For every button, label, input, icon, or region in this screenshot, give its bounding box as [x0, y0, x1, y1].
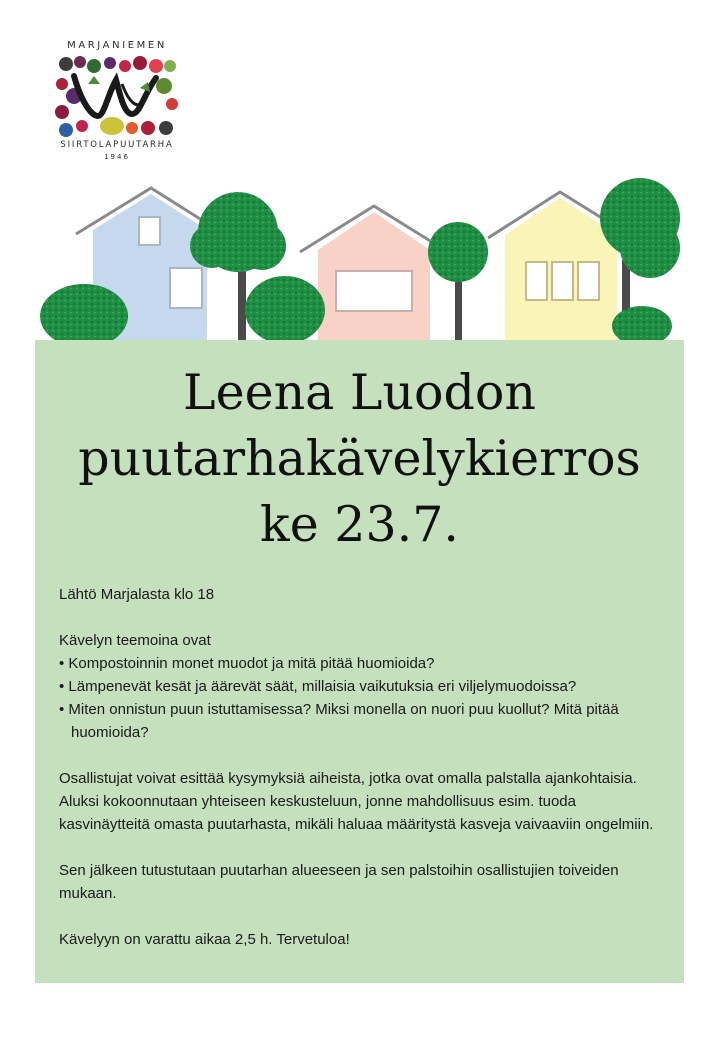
bush-icon [40, 284, 128, 345]
topics-heading: Kävelyn teemoina ovat [59, 632, 211, 649]
closing-text: Kävelyyn on varattu aikaa 2,5 h. Tervetuloa! [59, 931, 350, 948]
title-line-3: ke 23.7. [260, 496, 459, 553]
logo-year: 1946 [104, 153, 130, 161]
topics-list [59, 652, 669, 744]
tour-paragraph: Sen jälkeen tutustutaan puutarhan alueeseen ja sen palstoihin osallistujien toiveiden mukaan. [59, 862, 619, 902]
content-panel [35, 340, 684, 983]
start-info: Lähtö Marjalasta klo 18 [59, 586, 215, 603]
list-item: • Lämpenevät kesät ja äärevät säät, millaisia vaikutuksia eri viljelymuodoissa? [59, 675, 669, 698]
intro-paragraph: Osallistujat voivat esittää kysymyksiä aiheista, jotka ovat omalla palstalla ajankohtaisia. Aluksi kokoonnutaan yhteiseen keskusteluun, jonne mahdollisuus esim. tuoda kasvinäytteitä omasta puutarhasta, mikäli haluaa määritystä kasveja vaivaaviin ongelmiin. [59, 770, 654, 833]
bush-icon [245, 276, 325, 344]
logo-top-text: MARJANIEMEN [67, 40, 167, 51]
page-title [35, 360, 684, 558]
title-line-2: puutarhakävelykierros [78, 430, 641, 487]
logo [52, 38, 182, 166]
logo-bottom-text: SIIRTOLAPUUTARHA [60, 140, 174, 150]
tree-icon [428, 222, 488, 282]
berry-fruit-emblem-icon [52, 54, 182, 140]
list-item: • Miten onnistun puun istuttamisessa? Miksi monella on nuori puu kuollut? Mitä pitää huomioida? [59, 698, 669, 744]
event-details [59, 583, 669, 951]
title-line-1: Leena Luodon [183, 364, 536, 421]
list-item: • Kompostoinnin monet muodot ja mitä pitää huomioida? [59, 652, 669, 675]
houses-illustration [0, 170, 720, 345]
tree-icon [190, 192, 286, 272]
